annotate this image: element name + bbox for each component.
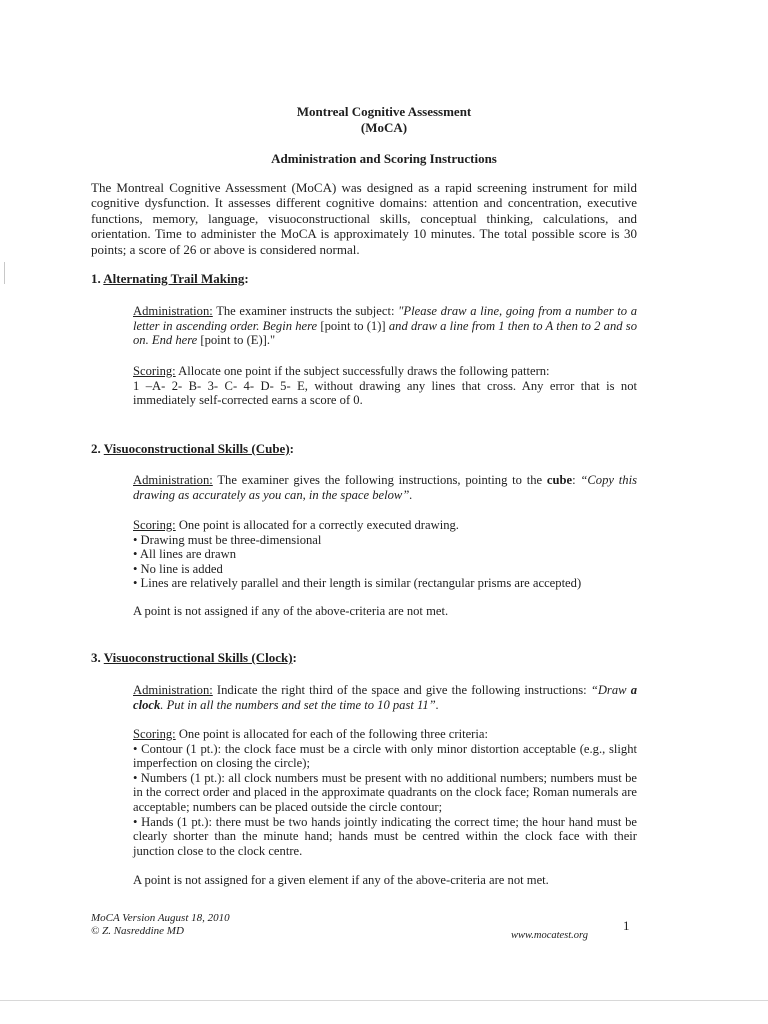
- section-2-heading: 2. Visuoconstructional Skills (Cube):: [91, 441, 294, 456]
- section-3-title: Visuoconstructional Skills (Clock): [103, 650, 293, 665]
- doc-subtitle: Administration and Scoring Instructions: [271, 151, 497, 166]
- list-item: • All lines are drawn: [133, 547, 237, 562]
- section-1-scoring: Scoring: Allocate one point if the subject successfully draws the following pattern: 1 –A- 2- B- 3- C- 4- D- 5- E, without drawing any lines that cross. Any error that is not immediately self-corrected earns a score of 0.: [133, 364, 637, 408]
- intro-paragraph: The Montreal Cognitive Assessment (MoCA) was designed as a rapid screening instrument for mild cognitive dysfunction. It assesses different cognitive domains: attention and concentration, executive functions, memory, language, visuoconstructional skills, conceptual thinking, calculations, and orientation. Time to administer the MoCA is approximately 10 minutes. The total possible score is 30 points; a score of 26 or above is considered normal.: [91, 180, 637, 257]
- section-3-scoring: Scoring: One point is allocated for each of the following three criteria: • Contour (1 pt.): the clock face must be a circle with only minor distortion acceptable (e.g., slight imperfection on closing the circle); • Numbers (1 pt.): all clock numbers must be present with no additional numbers; numbers must be in the correct order and placed in the approximate quadrants on the clock face; Roman numerals are acceptable; numbers can be placed outside the circle contour; • Hands (1 pt.): there must be two hands jointly indicating the correct time; the hour hand must be clearly shorter than the minute hand; hands must be centred within the clock face with their junction close to the clock centre.: [133, 727, 637, 858]
- doc-title-abbrev: (MoCA): [360, 120, 408, 135]
- footer-version-block: [91, 912, 230, 938]
- section-2-note: A point is not assigned if any of the above-criteria are not met.: [133, 604, 449, 618]
- section-1-heading: 1. Alternating Trail Making:: [91, 271, 249, 286]
- scan-edge-mark: [4, 262, 5, 284]
- list-item: • Contour (1 pt.): the clock face must be a circle with only minor distortion acceptable (e.g., slight imperfection on closing the circle);: [133, 741, 637, 771]
- footer-copyright: © Z. Nasreddine MD: [91, 925, 184, 937]
- section-2-administration: Administration: The examiner gives the following instructions, pointing to the cube: “Copy this drawing as accurately as you can, in the space below”.: [133, 473, 637, 502]
- page-number: 1: [623, 918, 630, 933]
- section-3-heading: 3. Visuoconstructional Skills (Clock):: [91, 650, 297, 665]
- section-1-administration: Administration: The examiner instructs the subject: "Please draw a line, going from a number to a letter in ascending order. Begin here [point to (1)] and draw a line from 1 then to A then to 2 and so on. End here [point to (E)].": [133, 304, 638, 348]
- footer-url: www.mocatest.org: [511, 930, 589, 941]
- list-item: • Numbers (1 pt.): all clock numbers must be present with no additional numbers; numbers must be in the correct order and placed in the approximate quadrants on the clock face; Roman numerals are acceptable; numbers can be placed outside the circle contour;: [133, 770, 637, 814]
- list-item: • Lines are relatively parallel and their length is similar (rectangular prisms are accepted): [133, 576, 582, 591]
- section-2-scoring: Scoring: One point is allocated for a correctly executed drawing. • Drawing must be three-dimensional • All lines are drawn • No line is added • Lines are relatively parallel and their length is similar (rectangular prisms are accepted): [133, 518, 637, 591]
- section-2-title: Visuoconstructional Skills (Cube): [103, 441, 290, 456]
- scan-bottom-edge: [0, 1000, 768, 1001]
- doc-title: Montreal Cognitive Assessment: [296, 104, 472, 119]
- section-3-note: A point is not assigned for a given element if any of the above-criteria are not met.: [133, 873, 549, 887]
- list-item: • Hands (1 pt.): there must be two hands jointly indicating the correct time; the hour hand must be clearly shorter than the minute hand; hands must be centred within the clock face with their junction close to the clock centre.: [133, 814, 637, 858]
- section-1-title: Alternating Trail Making: [103, 271, 245, 286]
- list-item: • No line is added: [133, 561, 223, 576]
- footer-version: MoCA Version August 18, 2010: [91, 912, 230, 924]
- list-item: • Drawing must be three-dimensional: [133, 532, 322, 547]
- section-3-administration: Administration: Indicate the right third of the space and give the following instructions: “Draw a clock. Put in all the numbers and set the time to 10 past 11”.: [133, 683, 637, 712]
